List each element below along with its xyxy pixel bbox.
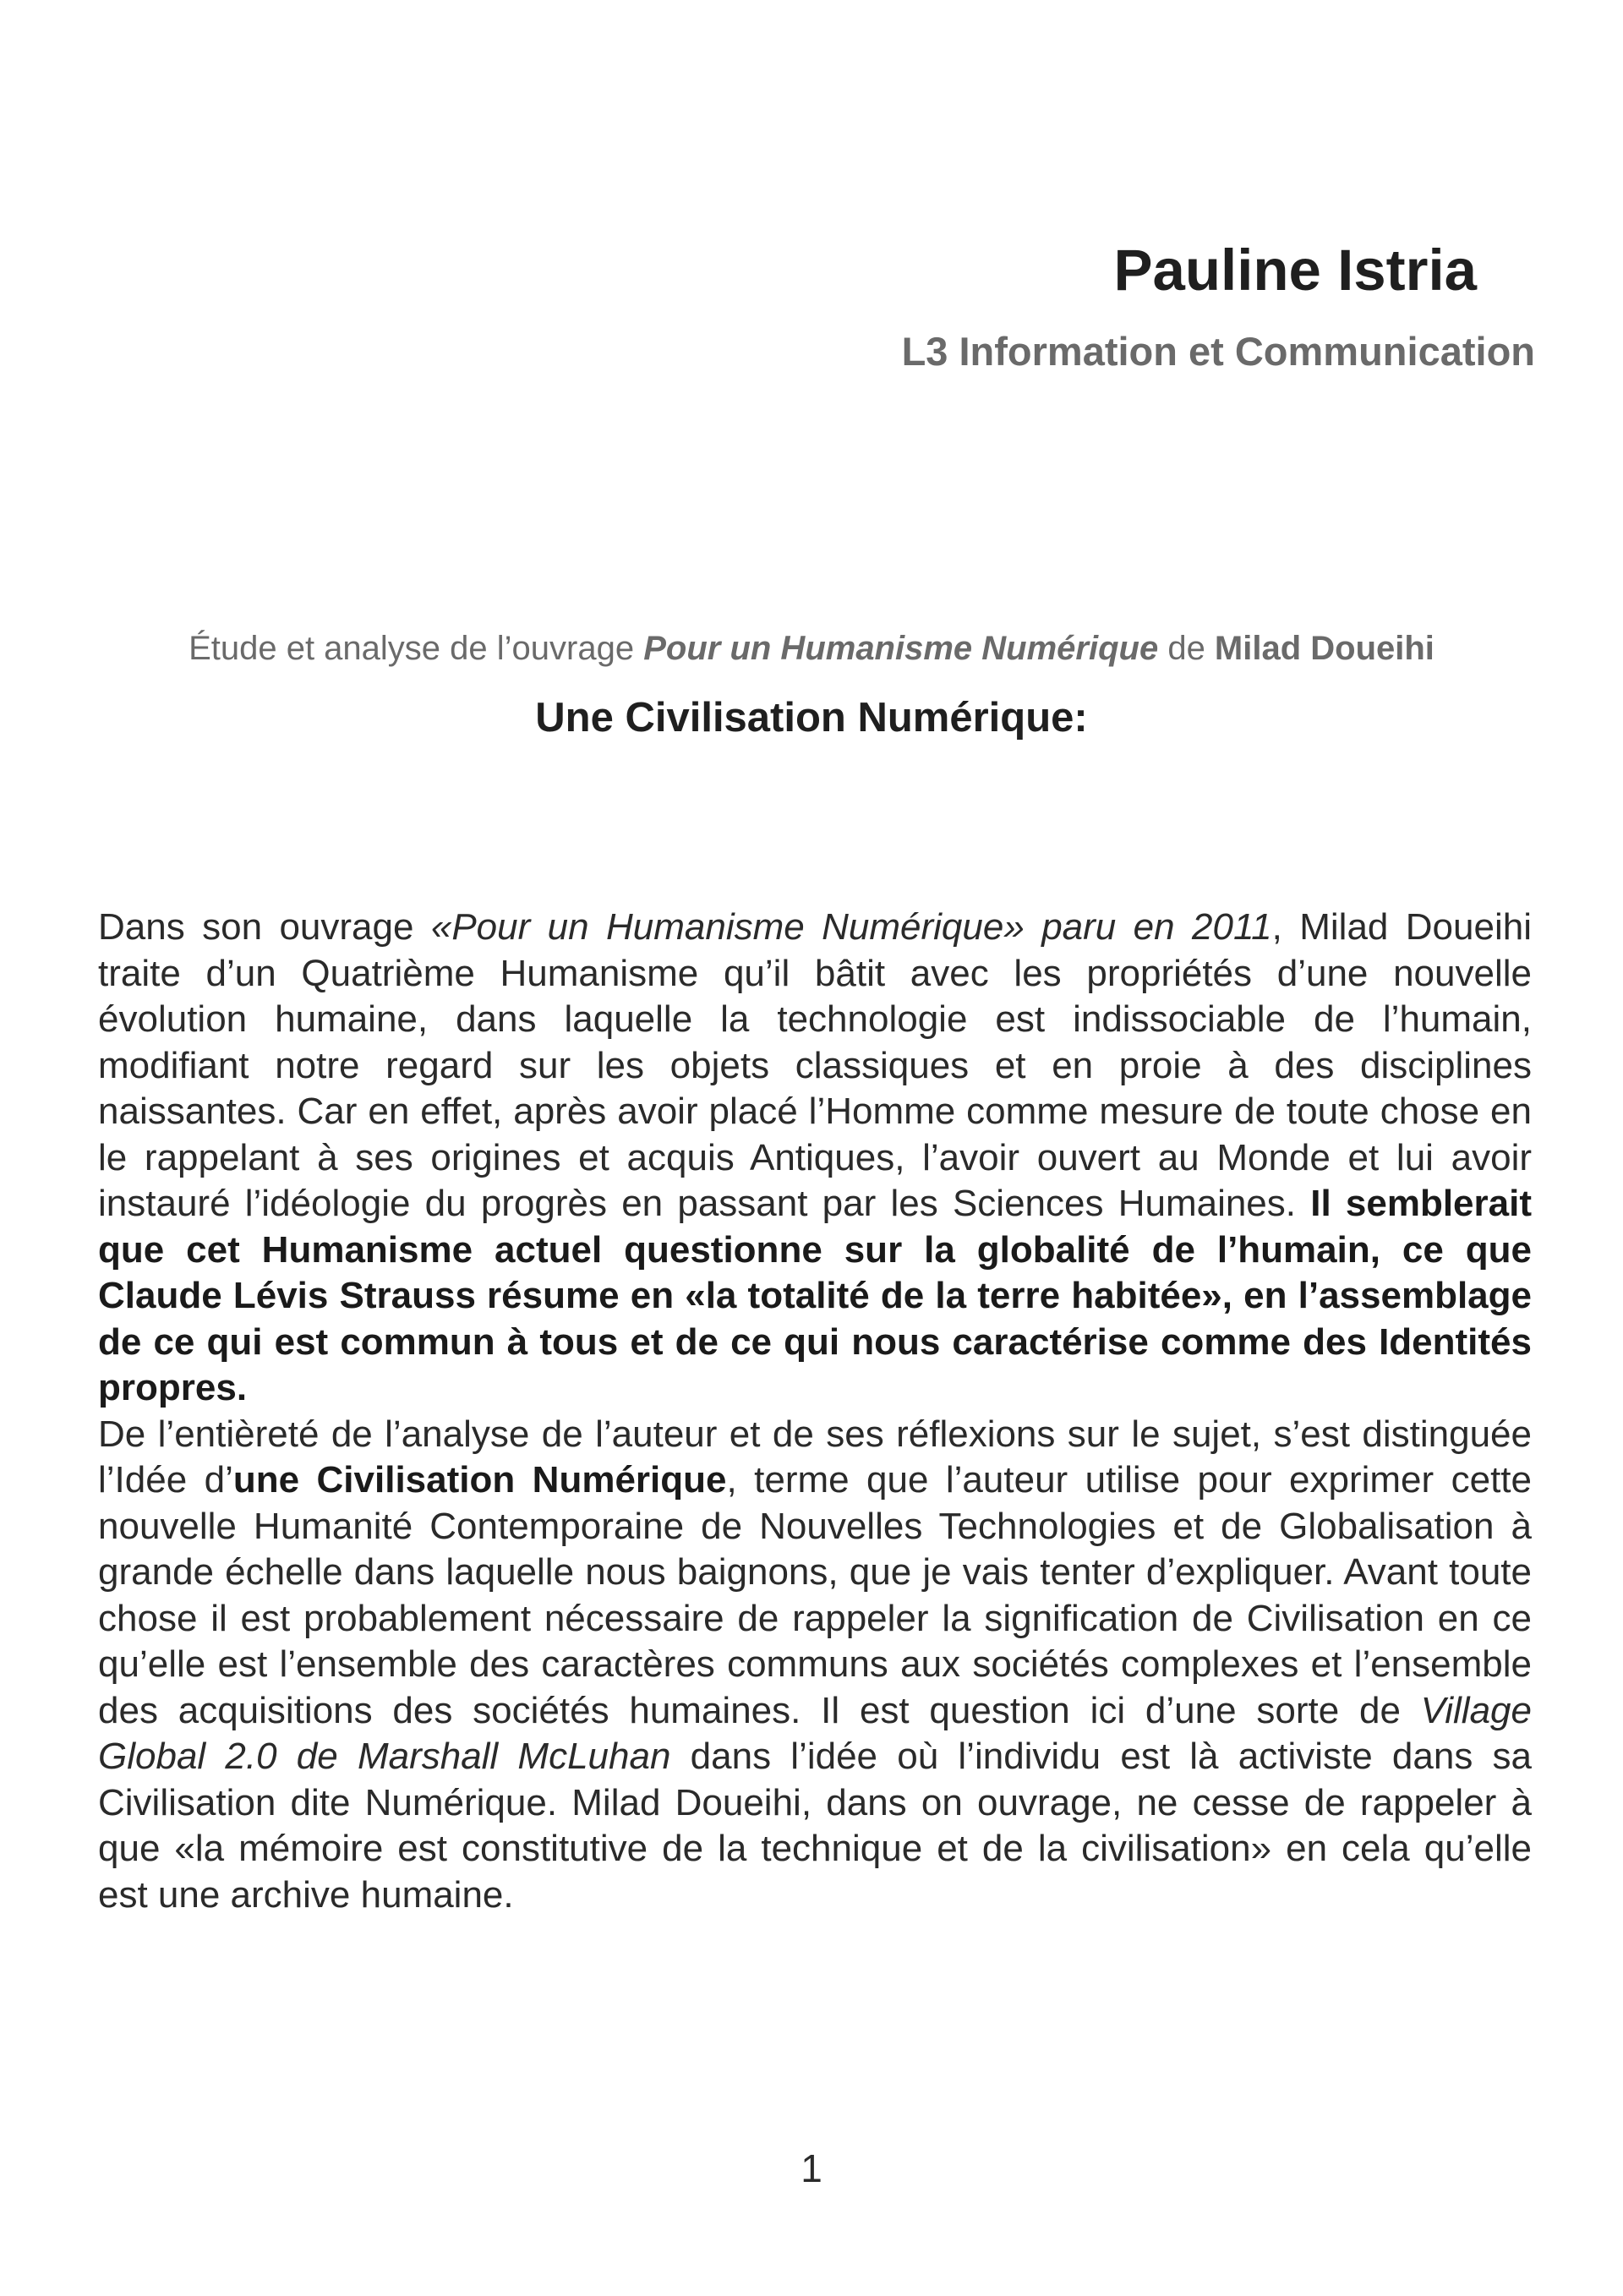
p2-text-a: De l’entièreté de l’analyse de l’auteur et de ses réflexions sur le sujet, s’est distinguée l’Idée d’ xyxy=(98,1413,1532,1501)
study-subtitle xyxy=(0,630,1623,667)
page-number: 1 xyxy=(801,2146,822,2190)
body-text xyxy=(98,905,1532,1918)
p2-text-c: dans l’idée où l’individu est là activiste dans sa Civilisation dite Numérique. Milad Doueihi, dans on ouvrage, ne cesse de rappeler à que «la mémoire est constitutive de la technique et de la civilisation» en cela qu’elle est une archive humaine. xyxy=(98,1736,1533,1916)
p2-bold-term: une Civilisation Numérique xyxy=(232,1459,727,1501)
author-course: L3 Information et Communication xyxy=(901,329,1535,374)
p1-text: , Milad Doueihi traite d’un Quatrième Humanisme qu’il bâtit avec les propriétés d’une nouvelle évolution humaine, dans laquelle la technologie est indissociable de l’humain, modifiant notre regard sur les objets classiques et en proie à des disciplines naissantes. Car en effet, après avoir placé l’Homme comme mesure de toute chose en le rappelant à ses origines et acquis Antiques, l’avoir ouvert au Monde et lui avoir instauré l’idéologie du progrès en passant par les Sciences Humaines. xyxy=(98,906,1532,1224)
p1-intro: Dans son ouvrage xyxy=(98,906,431,948)
paragraph-1 xyxy=(98,905,1532,1412)
book-title: Pour un Humanisme Numérique xyxy=(643,630,1159,667)
paragraph-2 xyxy=(98,1412,1532,1919)
p1-bold-statement: Il semblerait que cet Humanisme actuel questionne sur la globalité de l’humain, ce que Claude Lévis Strauss résume en «la totalité de la terre habitée», en l’assemblage de ce qui est commun à tous et de ce qui nous caractérise comme des Identités propres. xyxy=(98,1183,1532,1408)
p1-book-reference: «Pour un Humanisme Numérique» paru en 2011 xyxy=(430,906,1272,948)
author-name: Pauline Istria xyxy=(1113,238,1477,303)
subtitle-joiner: de xyxy=(1158,630,1215,667)
p2-text-b: , terme que l’auteur utilise pour exprimer cette nouvelle Humanité Contemporaine de Nouvelles Technologies et de Globalisation à grande échelle dans laquelle nous baignons, que je vais tenter d’expliquer. Avant toute chose il est probablement nécessaire de rappeler la signification de Civilisation en ce qu’elle est l’ensemble des caractères communs aux sociétés complexes et l’ensemble des acquisitions des sociétés humaines. Il est question ici d’une sorte de xyxy=(98,1459,1532,1731)
p2-italic-reference: Village Global 2.0 de Marshall McLuhan xyxy=(98,1689,1532,1777)
subtitle-prefix: Étude et analyse de l’ouvrage xyxy=(189,630,644,667)
document-title: Une Civilisation Numérique: xyxy=(535,695,1088,741)
book-author: Milad Doueihi xyxy=(1214,630,1434,667)
